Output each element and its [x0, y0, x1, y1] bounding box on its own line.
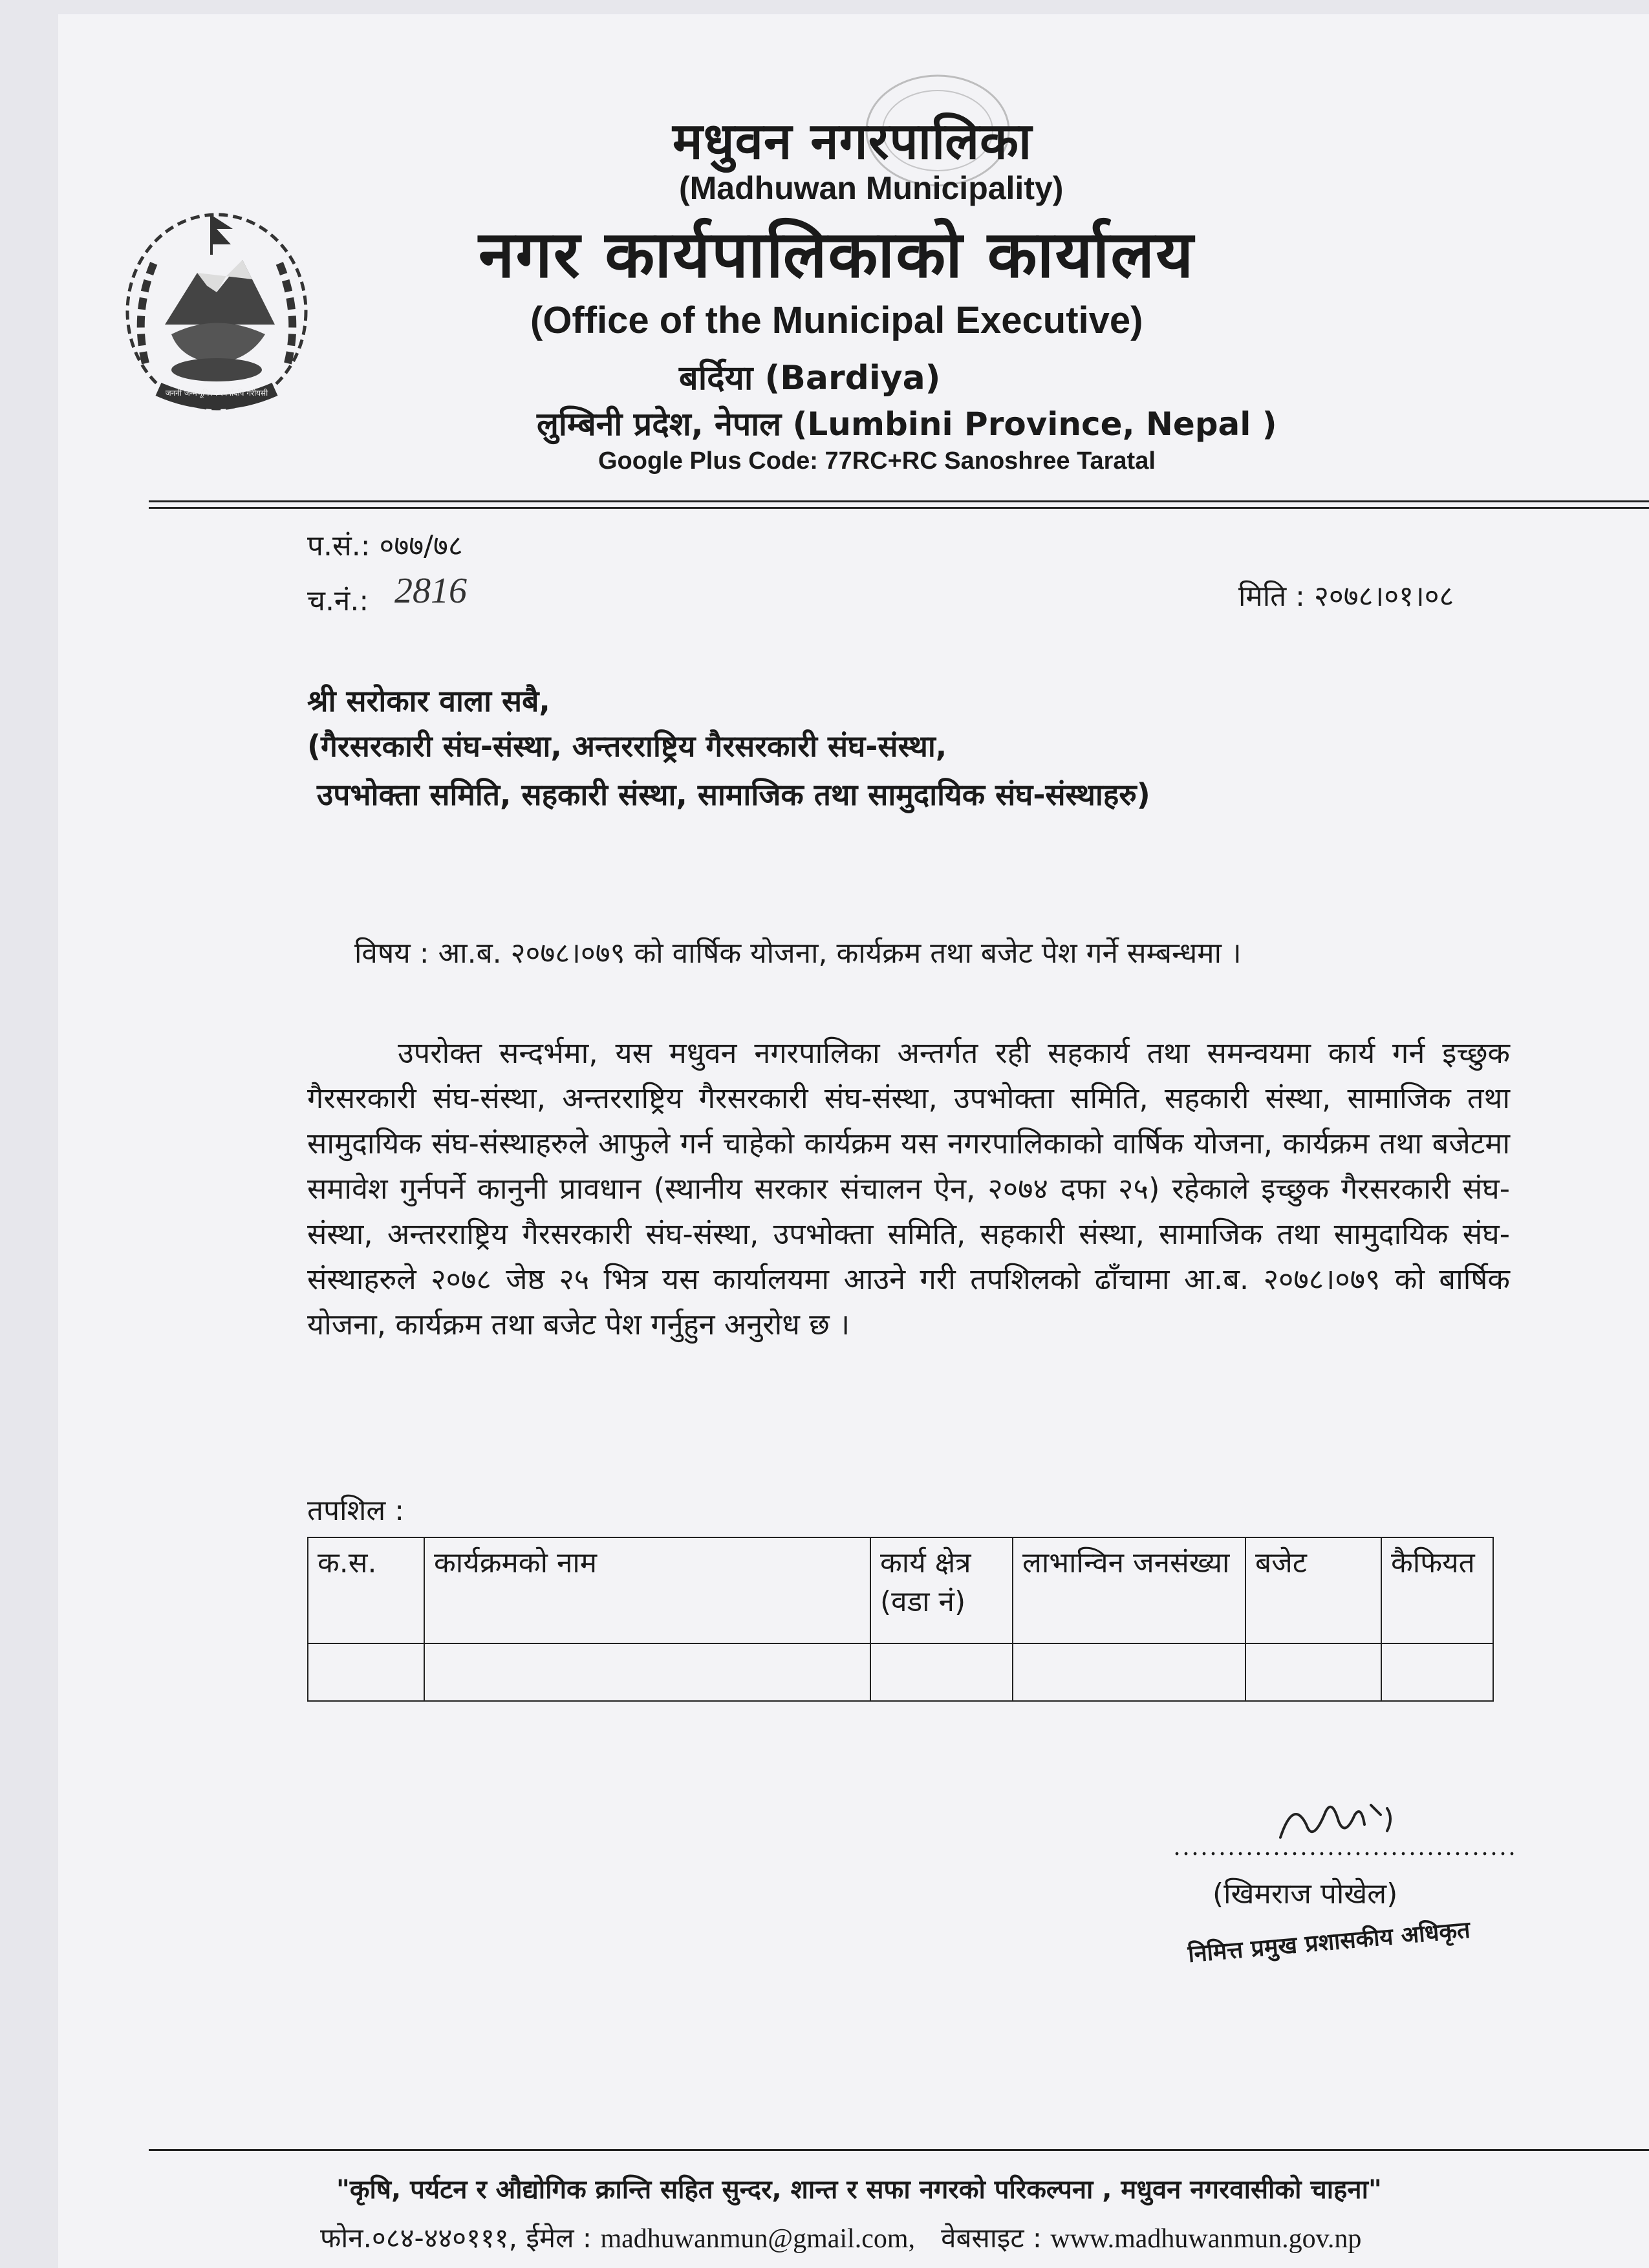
footer-contact [320, 2219, 1361, 2256]
email-label: ईमेल : [526, 2222, 592, 2254]
municipality-name-english: (Madhuwan Municipality) [679, 170, 1064, 206]
office-name-nepali: नगर कार्यपालिकाको कार्यालय [479, 217, 1195, 292]
date-label: मिति : [1238, 580, 1305, 613]
schedule-table [307, 1537, 1494, 1702]
col-serial: क.स. [308, 1537, 424, 1643]
addressee-line-3: उपभोक्ता समिति, सहकारी संस्था, सामाजिक तथा सामुदायिक संघ-संस्थाहरु) [317, 777, 1150, 812]
letter-page [58, 14, 1649, 2268]
col-work-area: कार्य क्षेत्र (वडा नं) [870, 1537, 1013, 1643]
date-value: २०७८।०१।०८ [1314, 580, 1454, 613]
col-remarks: कैफियत [1381, 1537, 1493, 1643]
patra-sankhya-label: प.सं.: [307, 530, 371, 562]
signature-line: ...................................... [1174, 1832, 1518, 1861]
table-cell [424, 1643, 870, 1701]
col-beneficiary-population: लाभान्विन जनसंख्या [1013, 1537, 1245, 1643]
patra-sankhya [307, 525, 463, 564]
chalani-number-value: 2816 [394, 571, 467, 611]
footer-divider [149, 2149, 1649, 2151]
website-link[interactable]: www.madhuwanmun.gov.np [1050, 2224, 1362, 2254]
district-name: बर्दिया (Bardiya) [679, 359, 941, 398]
plus-code: Google Plus Code: 77RC+RC Sanoshree Taratal [598, 447, 1156, 475]
province-name: लुम्बिनी प्रदेश, नेपाल (Lumbini Province, Nepal ) [537, 405, 1277, 443]
header-divider [149, 500, 1649, 509]
table-cell [1381, 1643, 1493, 1701]
subject-line: विषय : आ.ब. २०७८।०७९ को वार्षिक योजना, कार्यक्रम तथा बजेट पेश गर्ने सम्बन्धमा । [354, 937, 1242, 970]
letter-date [1238, 575, 1454, 614]
body-paragraph: उपरोक्त सन्दर्भमा, यस मधुवन नगरपालिका अन्तर्गत रही सहकार्य तथा समन्वयमा कार्य गर्न इच्छुक गैरसरकारी संघ-संस्था, अन्तरराष्ट्रिय गैरसरकारी संघ-संस्था, उपभोक्ता समिति, सहकारी संस्था, सामाजिक तथा सामुदायिक संघ-संस्थाहरुले आफुले गर्न चाहेको कार्यक्रम यस नगरपालिकाको वार्षिक योजना, कार्यक्रम तथा बजेटमा समावेश गुर्नपर्ने कानुनी प्रावधान (स्थानीय सरकार संचालन ऐन, २०७४ दफा २५) रहेकाले इच्छुक गैरसरकारी संघ-संस्था, अन्तरराष्ट्रिय गैरसरकारी संघ-संस्था, उपभोक्ता समिति, सहकारी संस्था, सामाजिक तथा सामुदायिक संघ-संस्थाहरुले २०७८ जेष्ठ २५ भित्र यस कार्यालयमा आउने गरी तपशिलको ढाँचामा आ.ब. २०७८।०७९ को बार्षिक योजना, कार्यक्रम तथा बजेट पेश गर्नुहुन अनुरोध छ । [307, 1036, 1510, 1342]
table-row [308, 1643, 1493, 1701]
emblem-motto: जननी जन्मभूमिश्च स्वर्गादपि गरीयसी [165, 389, 268, 398]
email-link[interactable]: madhuwanmun@gmail.com, [600, 2224, 916, 2254]
tapashil-label: तपशिल : [307, 1494, 405, 1527]
addressee-line-2: (गैरसरकारी संघ-संस्था, अन्तरराष्ट्रिय गैरसरकारी संघ-संस्था, [307, 729, 947, 764]
table-cell [1245, 1643, 1381, 1701]
office-name-english: (Office of the Municipal Executive) [530, 299, 1143, 341]
table-cell [1013, 1643, 1245, 1701]
patra-sankhya-value: ०७७/७८ [379, 530, 463, 562]
footer-motto: "कृषि, पर्यटन र औद्योगिक क्रान्ति सहित सुन्दर, शान्त र सफा नगरको परिकल्पना , मधुवन नगरवासीको चाहना" [336, 2175, 1382, 2205]
col-program-name: कार्यक्रमको नाम [424, 1537, 870, 1643]
table-cell [870, 1643, 1013, 1701]
col-budget: बजेट [1245, 1537, 1381, 1643]
phone-number: फोन.०८४-४४०१११, [320, 2222, 517, 2254]
addressee-line-1: श्री सरोकार वाला सबै, [307, 683, 550, 718]
signatory-title: निमित्त प्रमुख प्रशासकीय अधिकृत [1187, 1916, 1472, 1968]
website-label: वेबसाइट : [941, 2222, 1042, 2254]
nepal-emblem-icon [120, 202, 314, 422]
table-cell [308, 1643, 424, 1701]
table-header-row [308, 1537, 1493, 1643]
chalani-number-label: च.नं.: [307, 584, 369, 617]
municipality-name-nepali: मधुवन नगरपालिका [673, 112, 1033, 171]
signatory-name: (खिमराज पोखेल) [1212, 1878, 1398, 1910]
